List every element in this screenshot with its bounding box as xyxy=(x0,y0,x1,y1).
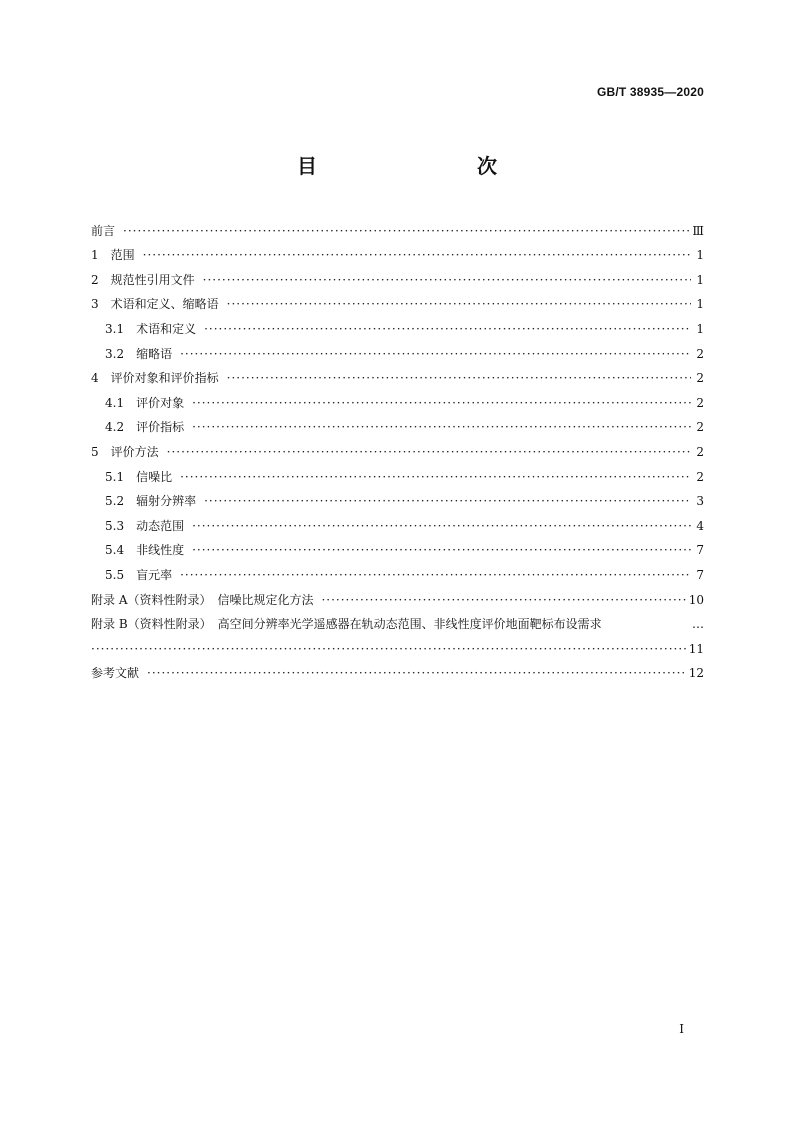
toc-entry-label: 附录 B（资料性附录） 高空间分辨率光学遥感器在轨动态范围、非线性度评价地面靶标布设需求 xyxy=(91,617,602,632)
toc-entry-number: 3 xyxy=(91,297,99,312)
toc-leader-dots xyxy=(147,665,686,681)
toc-entry-number: 5.2 xyxy=(105,494,125,509)
toc-entry-number: 4.1 xyxy=(105,395,125,410)
toc-leader-dots xyxy=(192,395,691,411)
toc-entry-label: 范围 xyxy=(110,248,135,263)
toc-entry-number: 5.1 xyxy=(105,469,125,484)
toc-entry-page: 2 xyxy=(696,346,704,361)
toc-leader-dots xyxy=(192,419,691,435)
toc-entry-number: 4 xyxy=(91,371,99,386)
toc-leader-dots xyxy=(180,469,691,485)
toc-entry-number: 5 xyxy=(91,444,99,459)
toc-entry-number: 5.3 xyxy=(105,518,125,533)
toc-entry-page: 2 xyxy=(696,444,704,459)
toc-entry-page: … xyxy=(692,617,704,632)
toc-entry-label: 信噪比 xyxy=(136,469,173,484)
toc-leader-dots xyxy=(192,518,691,534)
toc-entry-number: 1 xyxy=(91,248,99,263)
toc-entry-3-1[interactable] xyxy=(91,312,704,337)
toc-entry-label: 动态范围 xyxy=(136,518,185,533)
toc-leader-dots xyxy=(227,296,691,312)
toc-entry-foreword[interactable] xyxy=(91,214,704,239)
toc-entry-4[interactable] xyxy=(91,362,704,387)
toc-leader-dots xyxy=(180,346,691,362)
toc-entry-label: 附录 A（资料性附录） 信噪比规定化方法 xyxy=(91,592,314,607)
toc-leader-dots xyxy=(204,493,691,509)
page-title: 目 次 xyxy=(297,154,537,178)
toc-leader-dots xyxy=(143,247,691,263)
toc-entry-4-1[interactable] xyxy=(91,386,704,411)
toc-entry-page: 2 xyxy=(696,420,704,435)
toc-entry-1[interactable] xyxy=(91,239,704,264)
toc-entry-page: 1 xyxy=(696,248,704,263)
toc-leader-dots xyxy=(321,592,685,608)
toc-entry-annex-b[interactable] xyxy=(91,608,704,633)
toc-leader-dots xyxy=(227,370,691,386)
toc-entry-label: 评价指标 xyxy=(136,420,185,435)
toc-entry-5-4[interactable] xyxy=(91,534,704,559)
toc-entry-label: 规范性引用文件 xyxy=(110,272,195,287)
toc-entry-page: 7 xyxy=(696,567,704,582)
toc-entry-number: 3.1 xyxy=(105,321,125,336)
toc-entry-page: 1 xyxy=(696,272,704,287)
toc-leader-dots xyxy=(91,641,686,657)
toc-leader-dots xyxy=(204,321,691,337)
toc-entry-label: 前言 xyxy=(91,223,116,238)
toc-leader-dots xyxy=(180,567,691,583)
toc-entry-page: 11 xyxy=(688,641,704,656)
toc-leader-dots xyxy=(192,542,691,558)
toc-entry-number: 5.5 xyxy=(105,567,125,582)
toc-entry-label: 评价方法 xyxy=(110,444,159,459)
toc-entry-label: 评价对象和评价指标 xyxy=(110,371,219,386)
toc-entry-3[interactable] xyxy=(91,288,704,313)
toc-leader-dots xyxy=(203,272,691,288)
toc-entry-label: 非线性度 xyxy=(136,543,185,558)
toc-entry-page: 12 xyxy=(688,666,704,681)
toc-entry-5-3[interactable] xyxy=(91,509,704,534)
toc-entry-page: 10 xyxy=(688,592,704,607)
toc-entry-label: 缩略语 xyxy=(136,346,173,361)
toc-entry-page: 1 xyxy=(696,297,704,312)
toc-entry-2[interactable] xyxy=(91,263,704,288)
toc-entry-number: 3.2 xyxy=(105,346,125,361)
toc-entry-5-1[interactable] xyxy=(91,460,704,485)
toc-entry-annex-b-continuation[interactable] xyxy=(91,632,704,657)
standard-code: GB/T 38935—2020 xyxy=(596,85,704,99)
toc-entry-page: 2 xyxy=(696,371,704,386)
toc-leader-dots xyxy=(167,444,691,460)
toc-entry-4-2[interactable] xyxy=(91,411,704,436)
toc-entry-bibliography[interactable] xyxy=(91,657,704,682)
toc-entry-label: 参考文献 xyxy=(91,666,140,681)
toc-entry-page: 4 xyxy=(696,518,704,533)
toc-entry-page: 3 xyxy=(696,494,704,509)
toc-entry-5-5[interactable] xyxy=(91,558,704,583)
toc-entry-5[interactable] xyxy=(91,435,704,460)
toc-entry-label: 盲元率 xyxy=(136,567,173,582)
toc-entry-label: 术语和定义、缩略语 xyxy=(110,297,219,312)
toc-entry-label: 评价对象 xyxy=(136,395,185,410)
toc-entry-number: 2 xyxy=(91,272,99,287)
toc-entry-number: 4.2 xyxy=(105,420,125,435)
toc-entry-label: 辐射分辨率 xyxy=(136,494,197,509)
toc-entry-page: 2 xyxy=(696,469,704,484)
toc-leader-dots xyxy=(123,223,689,239)
toc-entry-page: 7 xyxy=(696,543,704,558)
toc-entry-label: 术语和定义 xyxy=(136,321,197,336)
table-of-contents xyxy=(91,214,704,681)
toc-entry-3-2[interactable] xyxy=(91,337,704,362)
toc-entry-5-2[interactable] xyxy=(91,485,704,510)
toc-entry-annex-a[interactable] xyxy=(91,583,704,608)
toc-entry-page: 2 xyxy=(696,395,704,410)
page-number: I xyxy=(679,1022,684,1036)
toc-entry-number: 5.4 xyxy=(105,543,125,558)
toc-entry-page: Ⅲ xyxy=(692,223,704,238)
toc-entry-page: 1 xyxy=(696,321,704,336)
